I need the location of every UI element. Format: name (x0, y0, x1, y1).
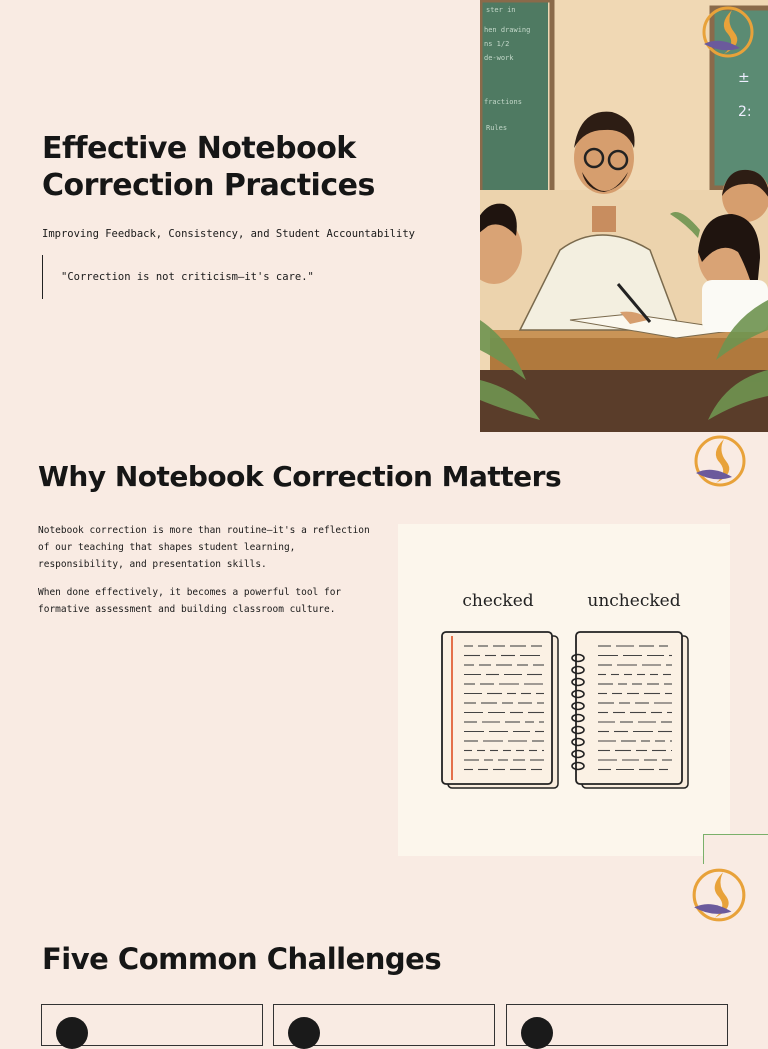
svg-text:de-work: de-work (484, 54, 514, 62)
school-logo-icon (700, 4, 756, 60)
challenge-card (41, 1004, 263, 1046)
svg-text:ns 1/2: ns 1/2 (484, 40, 510, 48)
teacher-classroom-illustration (480, 0, 768, 432)
svg-text:Rules: Rules (486, 124, 508, 132)
challenge-number-icon (56, 1017, 88, 1049)
school-logo-icon (692, 432, 748, 490)
challenge-card (273, 1004, 495, 1046)
section-title-why: Why Notebook Correction Matters (38, 460, 562, 493)
svg-text:fractions: fractions (484, 98, 522, 106)
section-title-challenges: Five Common Challenges (42, 942, 442, 976)
svg-text:ster in: ster in (486, 6, 516, 14)
challenge-card (506, 1004, 728, 1046)
title-slide (0, 0, 768, 432)
quote-block (42, 255, 314, 299)
svg-text:±: ± (738, 70, 750, 86)
paragraph-formative: When done effectively, it becomes a powerful tool for formative assessment and building classroom culture. (38, 587, 342, 615)
checked-label: checked (462, 591, 534, 611)
presentation-subtitle: Improving Feedback, Consistency, and Student Accountability (42, 228, 415, 240)
quote-text: "Correction is not criticism—it's care." (61, 271, 314, 283)
unchecked-notebook-icon (572, 632, 688, 788)
svg-text:hen drawing: hen drawing (484, 26, 531, 34)
notebook-illustration (398, 524, 730, 856)
school-logo-icon (690, 866, 748, 924)
presentation-title: Effective Notebook Correction Practices (42, 131, 375, 203)
corner-frame (703, 834, 768, 865)
checked-notebook-icon (442, 632, 558, 788)
unchecked-label: unchecked (587, 591, 681, 611)
challenge-number-icon (521, 1017, 553, 1049)
paragraph-routine: Notebook correction is more than routine—it's a reflection of our teaching that shapes student learning, responsibility, and presentation skills. (38, 525, 370, 570)
svg-text:2:: 2: (738, 104, 752, 120)
challenge-number-icon (288, 1017, 320, 1049)
